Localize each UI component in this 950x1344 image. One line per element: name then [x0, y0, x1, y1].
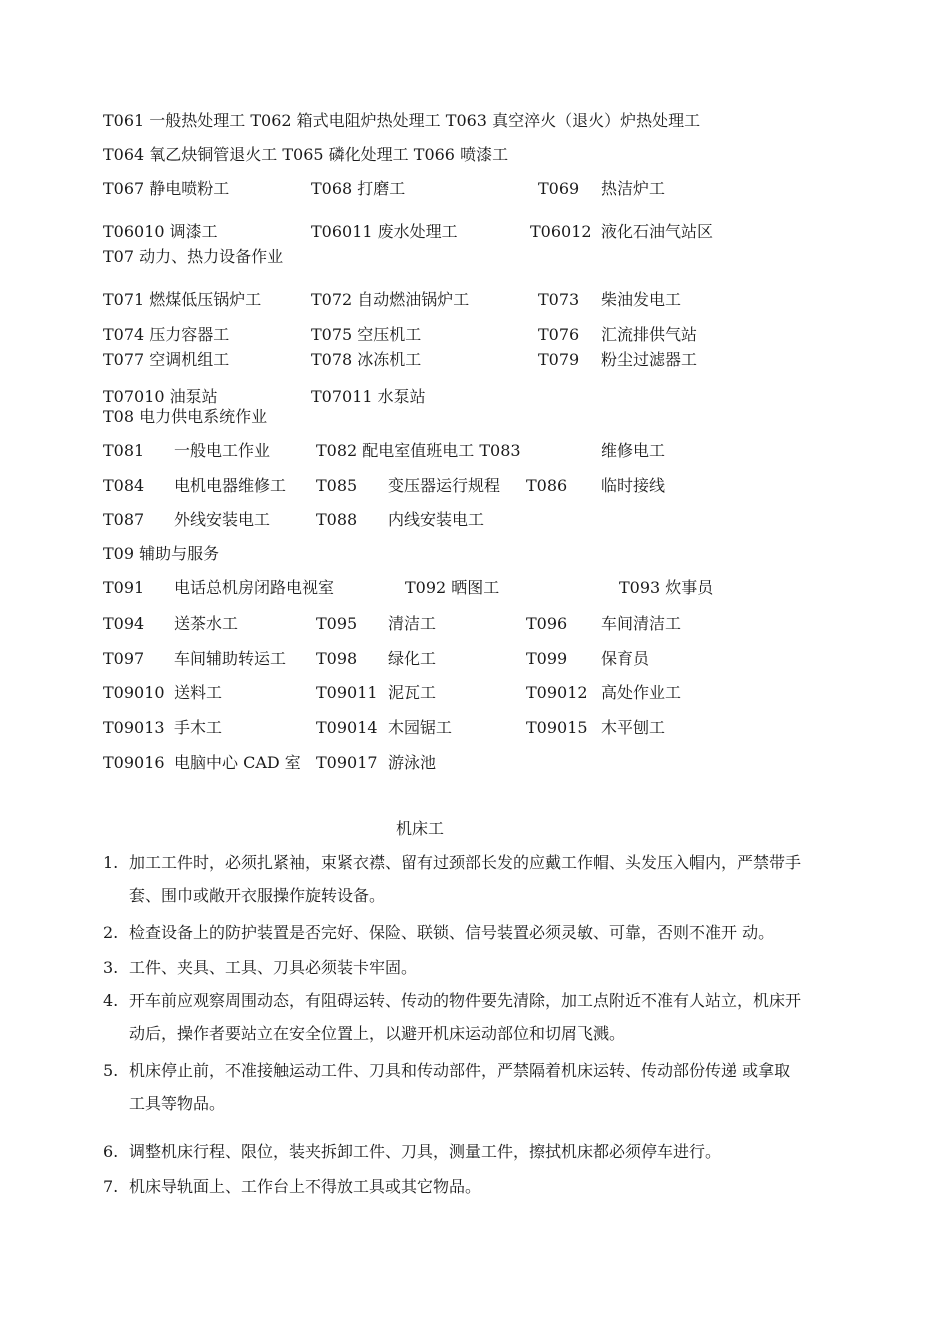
cell-t09017-code: T09017 [316, 753, 378, 772]
cell-t06010: T06010 调漆工 [103, 222, 218, 241]
cell-t06011: T06011 废水处理工 [311, 222, 458, 241]
cell-t09010-code: T09010 [103, 683, 165, 702]
cell-t09015-code: T09015 [526, 718, 588, 737]
cell-t094-name: 送茶水工 [174, 614, 239, 633]
list-item-number: 5. [103, 1061, 119, 1080]
cell-t09011-code: T09011 [316, 683, 378, 702]
cell-t081-code: T081 [103, 441, 145, 460]
list-item-text-continued: 工具等物品。 [129, 1094, 226, 1113]
line-t061-t063: T061 一般热处理工 T062 箱式电阻炉热处理工 T063 真空淬火（退火）炉热处理工 [103, 111, 701, 130]
cell-t091-name: 电话总机房闭路电视室 [174, 578, 335, 597]
list-item-number: 7. [103, 1177, 119, 1196]
cell-t077: T077 空调机组工 [103, 350, 230, 369]
list-item-text: 检查设备上的防护装置是否完好、保险、联锁、信号装置必须灵敏、可靠，否则不准开 动。 [129, 923, 775, 942]
cell-t09014-code: T09014 [316, 718, 378, 737]
cell-t067: T067 静电喷粉工 [103, 179, 230, 198]
cell-t097-name: 车间辅助转运工 [174, 649, 287, 668]
cell-t099-code: T099 [526, 649, 568, 668]
cell-t088-code: T088 [316, 510, 358, 529]
cell-t071: T071 燃煤低压锅炉工 [103, 290, 262, 309]
list-item-number: 1. [103, 853, 119, 872]
cell-t09016-code: T09016 [103, 753, 165, 772]
cell-t078: T078 冰冻机工 [311, 350, 422, 369]
cell-t094-code: T094 [103, 614, 145, 633]
cell-t06012-name: 液化石油气站区 [601, 222, 714, 241]
cell-t072: T072 自动燃油锅炉工 [311, 290, 470, 309]
section-heading-t07: T07 动力、热力设备作业 [103, 247, 284, 266]
cell-t075: T075 空压机工 [311, 325, 422, 344]
cell-t095-code: T095 [316, 614, 358, 633]
cell-t09011-name: 泥瓦工 [388, 683, 437, 702]
cell-t076-code: T076 [538, 325, 580, 344]
list-item-text: 开车前应观察周围动态，有阻碍运转、传动的物件要先清除，加工点附近不准有人站立，机床开 [129, 991, 802, 1010]
cell-t079-name: 粉尘过滤器工 [601, 350, 698, 369]
cell-t098-name: 绿化工 [388, 649, 437, 668]
cell-t069-code: T069 [538, 179, 580, 198]
cell-t06012-code: T06012 [530, 222, 592, 241]
cell-t096-name: 车间清洁工 [601, 614, 682, 633]
cell-t093: T093 炊事员 [619, 578, 714, 597]
list-item-text: 加工工件时，必须扎紧袖，束紧衣襟、留有过颈部长发的应戴工作帽、头发压入帽内，严禁带手 [129, 853, 802, 872]
cell-t085-code: T085 [316, 476, 358, 495]
section-heading-t08: T08 电力供电系统作业 [103, 407, 268, 426]
cell-t086-name: 临时接线 [601, 476, 666, 495]
cell-t09010-name: 送料工 [174, 683, 223, 702]
cell-t087-name: 外线安装电工 [174, 510, 271, 529]
cell-t07010: T07010 油泵站 [103, 387, 218, 406]
cell-t09013-name: 手木工 [174, 718, 223, 737]
cell-t088-name: 内线安装电工 [388, 510, 485, 529]
list-item-number: 3. [103, 958, 119, 977]
section-title: 机床工 [396, 819, 445, 838]
cell-t099-name: 保育员 [601, 649, 650, 668]
cell-t09017-name: 游泳池 [388, 753, 437, 772]
cell-t076-name: 汇流排供气站 [601, 325, 698, 344]
list-item-text: 工件、夹具、工具、刀具必须装卡牢固。 [129, 958, 418, 977]
cell-t079-code: T079 [538, 350, 580, 369]
list-item-number: 6. [103, 1142, 119, 1161]
cell-t074: T074 压力容器工 [103, 325, 230, 344]
cell-t084-name: 电机电器维修工 [174, 476, 287, 495]
list-item-text: 调整机床行程、限位，装夹拆卸工件、刀具，测量工件，擦拭机床都必须停车进行。 [129, 1142, 722, 1161]
cell-t068: T068 打磨工 [311, 179, 406, 198]
list-item-text-continued: 动后，操作者要站立在安全位置上，以避开机床运动部位和切屑飞溅。 [129, 1024, 626, 1043]
list-item-number: 2. [103, 923, 119, 942]
cell-t069-name: 热洁炉工 [601, 179, 666, 198]
cell-t09015-name: 木平刨工 [601, 718, 666, 737]
cell-t073-name: 柴油发电工 [601, 290, 682, 309]
cell-t083-name: 维修电工 [601, 441, 666, 460]
cell-t091-code: T091 [103, 578, 145, 597]
cell-t09016-name: 电脑中心 CAD 室 [174, 753, 301, 772]
cell-t092: T092 晒图工 [405, 578, 500, 597]
cell-t095-name: 清洁工 [388, 614, 437, 633]
cell-t09012-code: T09012 [526, 683, 588, 702]
list-item-text: 机床停止前，不准接触运动工件、刀具和传动部件，严禁隔着机床运转、传动部份传递 或拿取 [129, 1061, 791, 1080]
cell-t086-code: T086 [526, 476, 568, 495]
cell-t096-code: T096 [526, 614, 568, 633]
cell-t07011: T07011 水泵站 [311, 387, 426, 406]
list-item-text-continued: 套、围巾或敞开衣服操作旋转设备。 [129, 886, 386, 905]
cell-t09012-name: 高处作业工 [601, 683, 682, 702]
cell-t097-code: T097 [103, 649, 145, 668]
cell-t085-name: 变压器运行规程 [388, 476, 501, 495]
line-t064-t066: T064 氧乙炔铜管退火工 T065 磷化处理工 T066 喷漆工 [103, 145, 509, 164]
cell-t073-code: T073 [538, 290, 580, 309]
list-item-number: 4. [103, 991, 119, 1010]
cell-t081-name: 一般电工作业 [174, 441, 271, 460]
cell-t082-t083: T082 配电室值班电工 T083 [316, 441, 521, 460]
cell-t087-code: T087 [103, 510, 145, 529]
section-heading-t09: T09 辅助与服务 [103, 544, 220, 563]
list-item-text: 机床导轨面上、工作台上不得放工具或其它物品。 [129, 1177, 482, 1196]
cell-t09013-code: T09013 [103, 718, 165, 737]
cell-t084-code: T084 [103, 476, 145, 495]
cell-t098-code: T098 [316, 649, 358, 668]
cell-t09014-name: 木园锯工 [388, 718, 453, 737]
